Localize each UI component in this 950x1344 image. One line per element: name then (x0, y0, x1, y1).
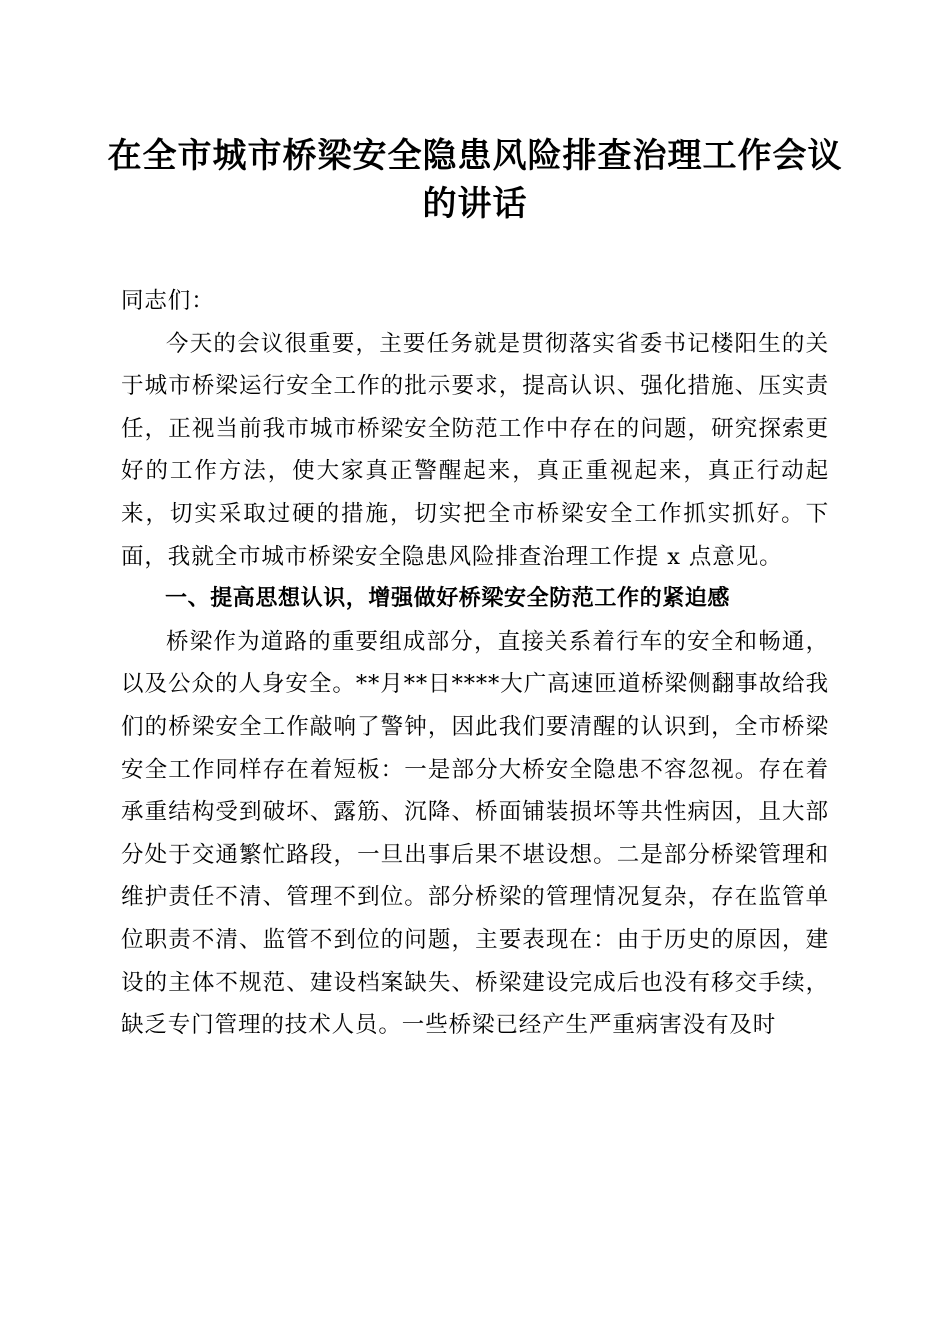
section-heading-1: 一、提高思想认识，增强做好桥梁安全防范工作的紧迫感 (165, 586, 731, 612)
document-title: 在全市城市桥梁安全隐患风险排查治理工作会议的讲话 (107, 136, 843, 224)
document-body (121, 280, 829, 1047)
intro-paragraph: 今天的会议很重要，主要任务就是贯彻落实省委书记楼阳生的关于城市桥梁运行安全工作的批示要求，提高认识、强化措施、压实责任，正视当前我市城市桥梁安全防范工作中存在的问题，研究探索更好的工作方法，使大家真正警醒起来，真正重视起来，真正行动起来，切实采取过硬的措施，切实把全市桥梁安全工作抓实抓好。下面，我就全市城市桥梁安全隐患风险排查治理工作提 x 点意见。 (121, 330, 829, 570)
salutation: 同志们： (121, 288, 215, 314)
section-1-paragraph: 桥梁作为道路的重要组成部分，直接关系着行车的安全和畅通，以及公众的人身安全。**月**日****大广高速匝道桥梁侧翻事故给我们的桥梁安全工作敲响了警钟，因此我们要清醒的认识到，全市桥梁安全工作同样存在着短板：一是部分大桥安全隐患不容忽视。存在着承重结构受到破坏、露筋、沉降、桥面铺装损坏等共性病因，且大部分处于交通繁忙路段，一旦出事后果不堪设想。二是部分桥梁管理和维护责任不清、管理不到位。部分桥梁的管理情况复杂，存在监管单位职责不清、监管不到位的问题，主要表现在：由于历史的原因，建设的主体不规范、建设档案缺失、桥梁建设完成后也没有移交手续，缺乏专门管理的技术人员。一些桥梁已经产生严重病害没有及时 (121, 628, 829, 1039)
